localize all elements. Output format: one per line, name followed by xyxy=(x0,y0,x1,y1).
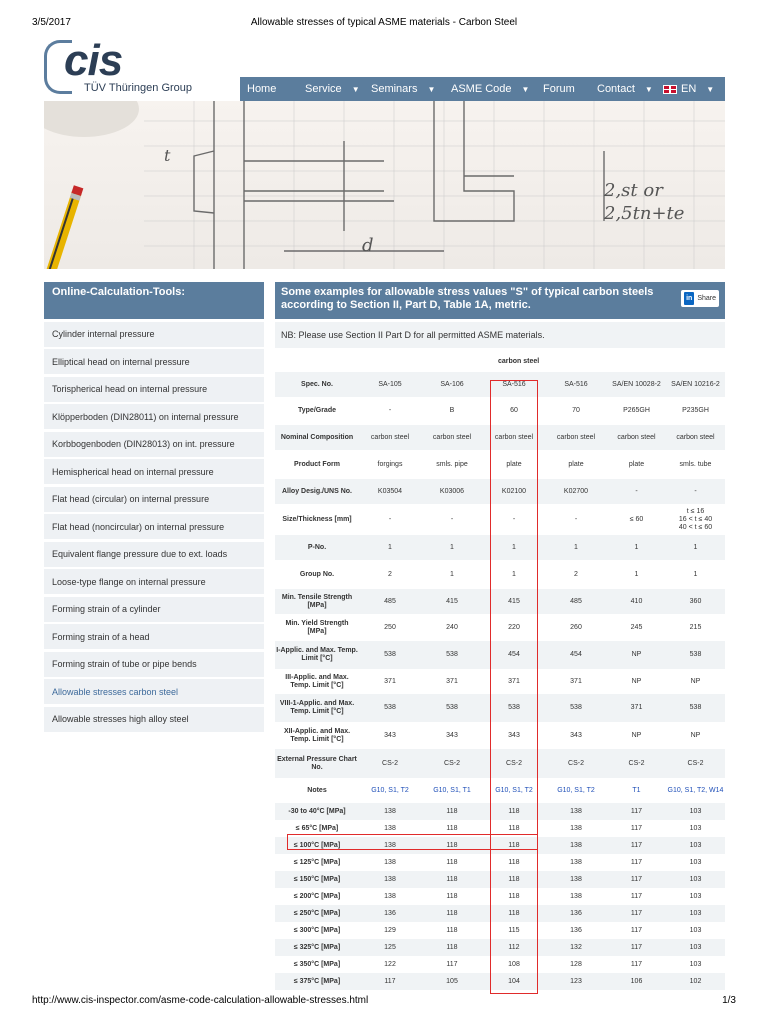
print-header xyxy=(0,17,768,31)
table-cell: 1 xyxy=(607,535,666,560)
table-cell: carbon steel xyxy=(607,425,666,450)
sidebar-item[interactable]: Loose-type flange on internal pressure xyxy=(44,569,264,594)
nav-forum[interactable] xyxy=(536,77,590,101)
table-cell: 103 xyxy=(666,837,725,854)
table-row xyxy=(275,778,725,803)
caret-down-icon: ▼ xyxy=(351,84,360,94)
print-page-number: 1/3 xyxy=(722,995,736,1006)
table-cell: 538 xyxy=(666,694,725,722)
row-label: Notes xyxy=(275,778,359,803)
hero-banner xyxy=(44,101,725,269)
table-cell: 117 xyxy=(607,956,666,973)
table-cell: 1 xyxy=(421,560,483,589)
caret-down-icon: ▼ xyxy=(521,84,530,94)
table-cell: 118 xyxy=(421,922,483,939)
row-label: ≤ 150°C [MPa] xyxy=(275,871,359,888)
sidebar-item[interactable]: Hemispherical head on internal pressure xyxy=(44,459,264,484)
table-cell: 60 xyxy=(483,397,545,425)
table-cell: 102 xyxy=(666,973,725,990)
row-label: Group No. xyxy=(275,560,359,589)
print-title: Allowable stresses of typical ASME materials - Carbon Steel xyxy=(250,17,518,28)
table-cell: - xyxy=(359,504,421,535)
table-cell: 117 xyxy=(607,803,666,820)
banner-handwriting-2: 2,5tn+te xyxy=(604,203,685,224)
table-cell: SA-516 xyxy=(483,372,545,397)
table-cell: 103 xyxy=(666,820,725,837)
sidebar-item[interactable]: Equivalent flange pressure due to ext. loads xyxy=(44,542,264,567)
row-label: Alloy Desig./UNS No. xyxy=(275,479,359,504)
table-row xyxy=(275,922,725,939)
table-cell: 103 xyxy=(666,939,725,956)
table-cell: 117 xyxy=(607,820,666,837)
sidebar-item[interactable]: Forming strain of a cylinder xyxy=(44,597,264,622)
table-cell: 138 xyxy=(359,854,421,871)
sidebar-item[interactable]: Forming strain of tube or pipe bends xyxy=(44,652,264,677)
sidebar-item[interactable]: Allowable stresses carbon steel xyxy=(44,679,264,704)
row-label: ≤ 300°C [MPa] xyxy=(275,922,359,939)
table-cell: 118 xyxy=(421,854,483,871)
table-cell: carbon steel xyxy=(483,425,545,450)
table-cell: 415 xyxy=(483,589,545,614)
main-nav xyxy=(240,77,725,101)
table-cell: NP xyxy=(607,722,666,749)
table-cell: 1 xyxy=(545,535,607,560)
table-cell: SA/EN 10216-2 xyxy=(666,372,725,397)
table-row xyxy=(275,641,725,669)
table-cell: - xyxy=(607,479,666,504)
table-cell: P235GH xyxy=(666,397,725,425)
table-cell: - xyxy=(545,504,607,535)
table-cell: 138 xyxy=(545,837,607,854)
table-cell: 103 xyxy=(666,854,725,871)
technical-drawing-image xyxy=(44,101,725,269)
nav-asme-code[interactable] xyxy=(444,77,536,101)
table-cell: 343 xyxy=(359,722,421,749)
table-cell: 371 xyxy=(483,669,545,694)
table-cell: carbon steel xyxy=(421,425,483,450)
sidebar-title: Online-Calculation-Tools: xyxy=(44,282,264,319)
table-cell: 103 xyxy=(666,922,725,939)
table-cell: 117 xyxy=(607,871,666,888)
table-cell: G10, S1, T2 xyxy=(483,778,545,803)
table-cell: 538 xyxy=(421,694,483,722)
row-label: Size/Thickness [mm] xyxy=(275,504,359,535)
table-row xyxy=(275,372,725,397)
table-cell: 125 xyxy=(359,939,421,956)
table-cell: 122 xyxy=(359,956,421,973)
table-cell: NP xyxy=(666,669,725,694)
table-cell: 136 xyxy=(545,922,607,939)
table-cell: carbon steel xyxy=(666,425,725,450)
table-row xyxy=(275,820,725,837)
table-cell: carbon steel xyxy=(545,425,607,450)
table-cell: 138 xyxy=(545,871,607,888)
print-date: 3/5/2017 xyxy=(32,17,71,28)
table-cell: 138 xyxy=(545,820,607,837)
table-cell: 343 xyxy=(483,722,545,749)
table-cell: 415 xyxy=(421,589,483,614)
logo-brand: cis xyxy=(64,36,123,85)
table-cell: K02700 xyxy=(545,479,607,504)
row-label: Spec. No. xyxy=(275,372,359,397)
linkedin-icon: in xyxy=(684,292,694,305)
linkedin-share-button[interactable] xyxy=(681,290,719,307)
table-row xyxy=(275,803,725,820)
table-row xyxy=(275,504,725,535)
main-content xyxy=(275,282,725,990)
table-cell: 118 xyxy=(421,837,483,854)
table-cell: 538 xyxy=(359,641,421,669)
table-cell: B xyxy=(421,397,483,425)
row-label: Min. Tensile Strength [MPa] xyxy=(275,589,359,614)
table-cell: t ≤ 16 16 < t ≤ 40 40 < t ≤ 60 xyxy=(666,504,725,535)
sidebar-item[interactable]: Torispherical head on internal pressure xyxy=(44,377,264,402)
nav-contact-label: Contact xyxy=(597,83,635,95)
table-cell: 118 xyxy=(483,871,545,888)
row-label: Product Form xyxy=(275,450,359,479)
sidebar-item[interactable]: Allowable stresses high alloy steel xyxy=(44,707,264,732)
row-label: ≤ 325°C [MPa] xyxy=(275,939,359,956)
banner-dimension-d: d xyxy=(362,235,374,256)
table-row xyxy=(275,450,725,479)
note-text: NB: Please use Section II Part D for all permitted ASME materials. xyxy=(275,322,725,348)
nav-seminars-label: Seminars xyxy=(371,83,418,95)
table-cell: CS-2 xyxy=(359,749,421,778)
table-cell: 138 xyxy=(359,871,421,888)
print-url: http://www.cis-inspector.com/asme-code-calculation-allowable-stresses.html xyxy=(32,995,369,1006)
table-cell: 117 xyxy=(607,922,666,939)
table-cell: SA-106 xyxy=(421,372,483,397)
table-cell: 118 xyxy=(421,939,483,956)
table-cell: 2 xyxy=(359,560,421,589)
table-cell: 118 xyxy=(483,803,545,820)
caret-down-icon: ▼ xyxy=(706,84,715,94)
sidebar-item[interactable]: Cylinder internal pressure xyxy=(44,322,264,347)
table-cell: 117 xyxy=(359,973,421,990)
nav-contact[interactable] xyxy=(590,77,656,101)
table-cell: 343 xyxy=(545,722,607,749)
table-cell: SA-105 xyxy=(359,372,421,397)
row-label: Min. Yield Strength [MPa] xyxy=(275,614,359,641)
table-row xyxy=(275,479,725,504)
table-cell: 105 xyxy=(421,973,483,990)
row-label: I-Applic. and Max. Temp. Limit [°C] xyxy=(275,641,359,669)
row-label: ≤ 350°C [MPa] xyxy=(275,956,359,973)
caret-down-icon: ▼ xyxy=(644,84,653,94)
table-cell: 538 xyxy=(421,641,483,669)
row-label: ≤ 200°C [MPa] xyxy=(275,888,359,905)
table-row xyxy=(275,871,725,888)
nav-service[interactable] xyxy=(298,77,364,101)
table-cell: NP xyxy=(607,641,666,669)
table-cell: 485 xyxy=(359,589,421,614)
table-cell: CS-2 xyxy=(421,749,483,778)
table-cell: 117 xyxy=(607,905,666,922)
table-cell: carbon steel xyxy=(359,425,421,450)
table-cell: 410 xyxy=(607,589,666,614)
table-row xyxy=(275,397,725,425)
sidebar-item[interactable]: Flat head (noncircular) on internal pressure xyxy=(44,514,264,539)
nav-language[interactable] xyxy=(656,77,716,101)
table-cell: 138 xyxy=(545,888,607,905)
table-cell: SA-516 xyxy=(545,372,607,397)
table-cell: 538 xyxy=(545,694,607,722)
table-cell: 103 xyxy=(666,803,725,820)
sidebar-item[interactable]: Korbbogenboden (DIN28013) on int. pressure xyxy=(44,432,264,457)
table-cell: 108 xyxy=(483,956,545,973)
table-cell: - xyxy=(483,504,545,535)
table-cell: 343 xyxy=(421,722,483,749)
table-cell: 138 xyxy=(359,837,421,854)
table-cell: smls. tube xyxy=(666,450,725,479)
table-cell: plate xyxy=(545,450,607,479)
table-cell: G10, S1, T1 xyxy=(421,778,483,803)
table-cell: NP xyxy=(607,669,666,694)
row-label: ≤ 375°C [MPa] xyxy=(275,973,359,990)
table-cell: 118 xyxy=(421,803,483,820)
table-row xyxy=(275,939,725,956)
table-cell: 132 xyxy=(545,939,607,956)
table-cell: CS-2 xyxy=(666,749,725,778)
table-cell: 538 xyxy=(359,694,421,722)
table-row xyxy=(275,425,725,450)
nav-service-label: Service xyxy=(305,83,342,95)
table-cell: 115 xyxy=(483,922,545,939)
row-label: III-Applic. and Max. Temp. Limit [°C] xyxy=(275,669,359,694)
table-row xyxy=(275,905,725,922)
table-cell: - xyxy=(666,479,725,504)
table-cell: SA/EN 10028-2 xyxy=(607,372,666,397)
nav-forum-label: Forum xyxy=(543,83,575,95)
table-cell: 454 xyxy=(483,641,545,669)
table-cell: 1 xyxy=(421,535,483,560)
table-row xyxy=(275,956,725,973)
table-cell: 1 xyxy=(666,535,725,560)
table-cell: 118 xyxy=(421,820,483,837)
table-cell: 118 xyxy=(483,854,545,871)
table-row xyxy=(275,837,725,854)
table-row xyxy=(275,694,725,722)
table-cell: - xyxy=(421,504,483,535)
table-cell: 118 xyxy=(483,905,545,922)
table-cell: 138 xyxy=(359,803,421,820)
table-cell: 371 xyxy=(359,669,421,694)
table-row xyxy=(275,888,725,905)
table-cell: 118 xyxy=(483,888,545,905)
table-cell: 538 xyxy=(483,694,545,722)
nav-language-label: EN xyxy=(681,83,697,95)
table-cell: 1 xyxy=(483,560,545,589)
table-cell: 2 xyxy=(545,560,607,589)
table-cell: 118 xyxy=(421,905,483,922)
allowable-stress-table xyxy=(275,372,725,990)
table-row xyxy=(275,614,725,641)
nav-asme-code-label: ASME Code xyxy=(451,83,512,95)
table-cell: forgings xyxy=(359,450,421,479)
table-cell: 250 xyxy=(359,614,421,641)
table-row xyxy=(275,669,725,694)
banner-handwriting-1: 2,st or xyxy=(604,180,663,201)
table-row xyxy=(275,722,725,749)
table-cell: 118 xyxy=(483,837,545,854)
table-cell: T1 xyxy=(607,778,666,803)
table-cell: 136 xyxy=(545,905,607,922)
table-cell: K03504 xyxy=(359,479,421,504)
table-cell: 106 xyxy=(607,973,666,990)
table-cell: P265GH xyxy=(607,397,666,425)
table-cell: 215 xyxy=(666,614,725,641)
content-title-bar xyxy=(275,282,725,319)
table-cell: 117 xyxy=(421,956,483,973)
table-cell: 485 xyxy=(545,589,607,614)
sidebar-item[interactable]: Klöpperboden (DIN28011) on internal pressure xyxy=(44,404,264,429)
table-cell: smls. pipe xyxy=(421,450,483,479)
table-cell: 360 xyxy=(666,589,725,614)
table-row xyxy=(275,560,725,589)
table-cell: 371 xyxy=(545,669,607,694)
table-cell: G10, S1, T2 xyxy=(545,778,607,803)
group-label: carbon steel xyxy=(498,357,540,365)
table-cell: 118 xyxy=(421,888,483,905)
share-label: Share xyxy=(697,295,716,302)
caret-down-icon: ▼ xyxy=(427,84,436,94)
table-cell: 118 xyxy=(421,871,483,888)
table-cell: 136 xyxy=(359,905,421,922)
table-cell: 103 xyxy=(666,956,725,973)
nav-seminars[interactable] xyxy=(364,77,444,101)
table-cell: G10, S1, T2 xyxy=(359,778,421,803)
table-cell: G10, S1, T2, W14 xyxy=(666,778,725,803)
table-cell: 138 xyxy=(359,820,421,837)
table-cell: 1 xyxy=(666,560,725,589)
table-cell: 371 xyxy=(607,694,666,722)
table-cell: CS-2 xyxy=(483,749,545,778)
table-row xyxy=(275,535,725,560)
sidebar xyxy=(44,282,264,732)
table-cell: 104 xyxy=(483,973,545,990)
table-row xyxy=(275,589,725,614)
logo-subtitle: TÜV Thüringen Group xyxy=(84,82,193,94)
table-cell: 1 xyxy=(483,535,545,560)
sidebar-item[interactable]: Elliptical head on internal pressure xyxy=(44,349,264,374)
table-cell: 1 xyxy=(607,560,666,589)
table-cell: CS-2 xyxy=(607,749,666,778)
table-cell: 260 xyxy=(545,614,607,641)
table-row xyxy=(275,973,725,990)
row-label: ≤ 100°C [MPa] xyxy=(275,837,359,854)
row-label: ≤ 125°C [MPa] xyxy=(275,854,359,871)
table-cell: NP xyxy=(666,722,725,749)
sidebar-item[interactable]: Forming strain of a head xyxy=(44,624,264,649)
table-cell: 220 xyxy=(483,614,545,641)
table-row xyxy=(275,749,725,778)
table-cell: 112 xyxy=(483,939,545,956)
table-cell: 371 xyxy=(421,669,483,694)
table-cell: 117 xyxy=(607,837,666,854)
table-cell: 138 xyxy=(359,888,421,905)
nav-home[interactable] xyxy=(240,77,298,101)
table-cell: 240 xyxy=(421,614,483,641)
row-label: P-No. xyxy=(275,535,359,560)
table-cell: 103 xyxy=(666,888,725,905)
table-cell: K02100 xyxy=(483,479,545,504)
table-cell: 117 xyxy=(607,854,666,871)
table-cell: 138 xyxy=(545,803,607,820)
nav-home-label: Home xyxy=(247,83,277,95)
table-cell: 103 xyxy=(666,871,725,888)
banner-dimension-t: t xyxy=(164,146,171,165)
table-cell: plate xyxy=(607,450,666,479)
row-label: Type/Grade xyxy=(275,397,359,425)
row-label: XII-Applic. and Max. Temp. Limit [°C] xyxy=(275,722,359,749)
table-cell: 129 xyxy=(359,922,421,939)
print-footer xyxy=(0,995,768,1009)
uk-flag-icon xyxy=(663,85,677,94)
table-cell: 1 xyxy=(359,535,421,560)
table-cell: 123 xyxy=(545,973,607,990)
table-cell: plate xyxy=(483,450,545,479)
content-title: Some examples for allowable stress values "S" of typical carbon steels according to Section II, Part D, Table 1A, metric. xyxy=(281,286,654,311)
table-cell: 538 xyxy=(666,641,725,669)
table-cell: ≤ 60 xyxy=(607,504,666,535)
table-cell: CS-2 xyxy=(545,749,607,778)
table-cell: - xyxy=(359,397,421,425)
row-label: External Pressure Chart No. xyxy=(275,749,359,778)
table-cell: 128 xyxy=(545,956,607,973)
row-label: VIII-1-Applic. and Max. Temp. Limit [°C] xyxy=(275,694,359,722)
table-row xyxy=(275,854,725,871)
table-cell: 245 xyxy=(607,614,666,641)
sidebar-item[interactable]: Flat head (circular) on internal pressure xyxy=(44,487,264,512)
table-cell: 138 xyxy=(545,854,607,871)
table-cell: 118 xyxy=(483,820,545,837)
site-logo[interactable] xyxy=(44,36,204,98)
table-cell: 117 xyxy=(607,888,666,905)
row-label: ≤ 65°C [MPa] xyxy=(275,820,359,837)
table-cell: 454 xyxy=(545,641,607,669)
table-cell: 117 xyxy=(607,939,666,956)
row-label: ≤ 250°C [MPa] xyxy=(275,905,359,922)
row-label: Nominal Composition xyxy=(275,425,359,450)
row-label: -30 to 40°C [MPa] xyxy=(275,803,359,820)
table-cell: K03006 xyxy=(421,479,483,504)
table-cell: 103 xyxy=(666,905,725,922)
table-cell: 70 xyxy=(545,397,607,425)
